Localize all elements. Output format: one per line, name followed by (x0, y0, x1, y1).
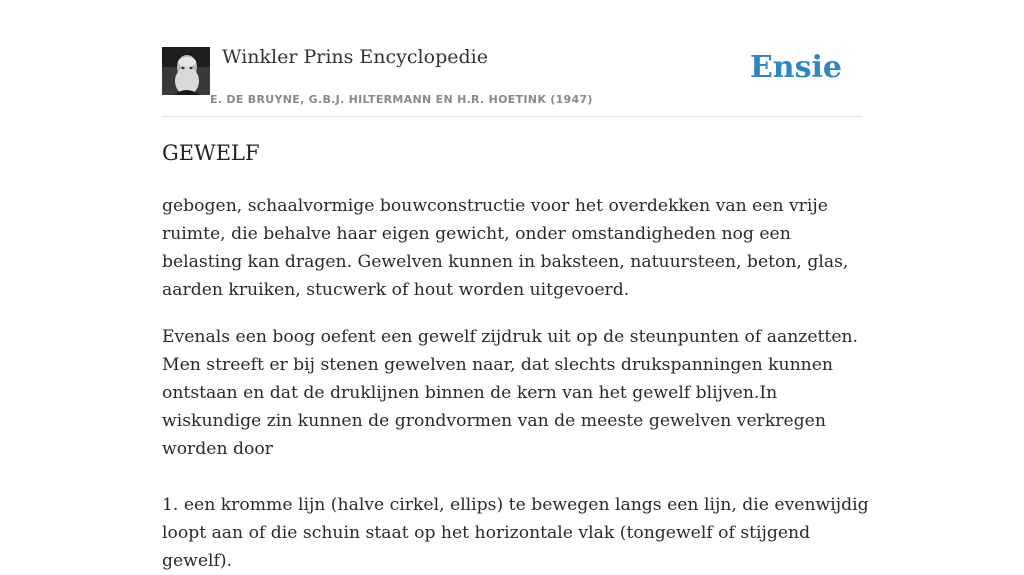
author-portrait-icon (162, 47, 210, 95)
page-title: GEWELF (162, 141, 260, 165)
list-item: 1. een kromme lijn (halve cirkel, ellips) te bewegen langs een lijn, die evenwijdig loopt aan of die schuin staat op het horizontale vlak (tongewelf of stijgend gewelf). (162, 495, 869, 571)
site-title[interactable]: Winkler Prins Encyclopedie (222, 46, 488, 68)
avatar[interactable] (162, 47, 210, 95)
brand-logo-link[interactable]: Ensie (749, 50, 842, 85)
entry-authors: E. DE BRUYNE, G.B.J. HILTERMANN EN H.R. HOETINK (1947) (210, 93, 593, 106)
entry-paragraph: gebogen, schaalvormige bouwconstructie voor het overdekken van een vrije ruimte, die behalve haar eigen gewicht, onder omstandigheden nog een belasting kan dragen. Gewelven kunnen in baksteen, natuursteen, beton, glas, aarden kruiken, stucwerk of hout worden uitgevoerd. (162, 196, 849, 300)
entry-paragraph: Evenals een boog oefent een gewelf zijdruk uit op de steunpunten of aanzetten. Men streeft er bij stenen gewelven naar, dat slechts drukspanningen kunnen ontstaan en dat de druklijnen binnen de kern van het gewelf blijven.In wiskundige zin kunnen de grondvormen van de meeste gewelven verkregen worden door (162, 327, 859, 459)
entry-body (162, 192, 872, 575)
site-header (162, 46, 862, 117)
